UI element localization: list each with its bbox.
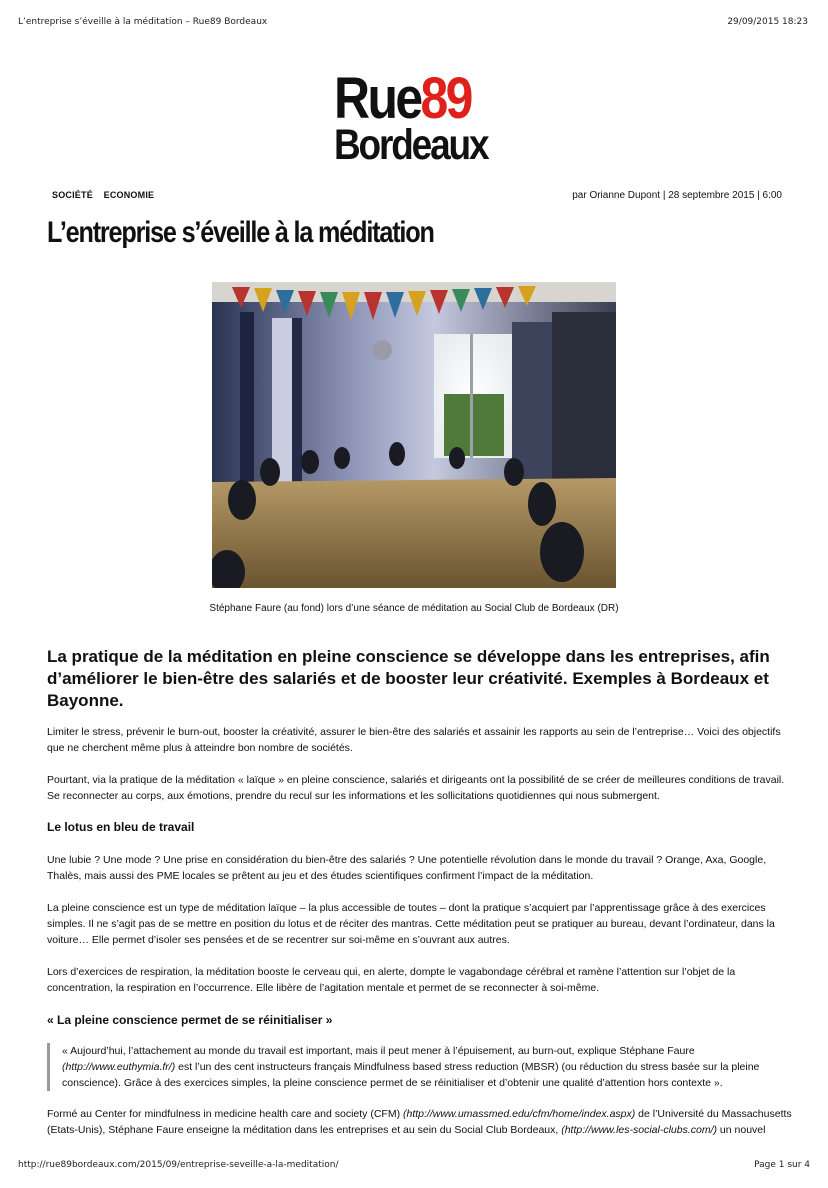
image-caption: Stéphane Faure (au fond) lors d’une séance de méditation au Social Club de Bordeaux (DR) (209, 603, 619, 614)
article-paragraph-4: La pleine conscience est un type de méditation laïque – la plus accessible de toutes – dont la pratique s’acquiert par l’apprentissage grâce à des exercices simples. Il ne s’agit pas de se mettre en position du lotus et de réciter des mantras. Cette méditation peut se pratiquer au bureau, devant l’ordinateur, dans la voiture… Elle permet d’isoler ses pensées et de se recentrer sur soi-même en s’ouvrant aux autres. (47, 902, 775, 946)
print-header-title: L’entreprise s’éveille à la méditation – Rue89 Bordeaux (18, 17, 268, 27)
article-photo (212, 282, 616, 588)
p6-text-b: de l’Université du Massachusetts (Etats-Unis), Stéphane Faure enseigne la méditation dans les entreprises et au sein du Social Club Bordeaux, (47, 1108, 792, 1136)
article-byline: par Orianne Dupont | 28 septembre 2015 | 6:00 (572, 190, 782, 201)
article-subheading-1: Le lotus en bleu de travail (47, 820, 195, 834)
print-footer-url: http://rue89bordeaux.com/2015/09/entreprise-seveille-a-la-meditation/ (18, 1160, 339, 1170)
quote-link-euthymia[interactable]: (http://www.euthymia.fr/) (62, 1061, 176, 1073)
quote-text-a: « Aujourd’hui, l’attachement au monde du travail est important, mais il peut mener à l’épuisement, au burn-out, explique Stéphane Faure (62, 1045, 695, 1057)
article-paragraph-6 (47, 1106, 792, 1138)
article-lead: La pratique de la méditation en pleine conscience se développe dans les entreprises, afin d’améliorer le bien-être des salariés et de booster leur créativité. Exemples à Bordeaux et Bayonne. (47, 647, 770, 710)
p6-text-a: Formé au Center for mindfulness in medicine health care and society (CFM) (47, 1108, 403, 1120)
category-link-societe[interactable]: SOCIÉTÉ (52, 190, 93, 200)
p6-text-c: un nouvel (717, 1124, 766, 1136)
article-paragraph-5: Lors d’exercices de respiration, la méditation booste le cerveau qui, en alerte, dompte le vagabondage cérébral et ramène l’attention sur l’objet de la concentration, la respiration en l’occurrence. Elle libère de l’agitation mentale et permet de se reconnecter à soi-même. (47, 966, 736, 994)
article-paragraph-3: Une lubie ? Une mode ? Une prise en considération du bien-être des salariés ? Une potentielle révolution dans le monde du travail ? Orange, Axa, Google, Thalès, mais aussi des PME locales se prêtent au jeu et des études scientifiques confirment l’impact de la méditation. (47, 854, 767, 882)
category-link-economie[interactable]: ECONOMIE (103, 190, 155, 200)
article-paragraph-1: Limiter le stress, prévenir le burn-out, booster la créativité, assurer le bien-être des salariés et assainir les rapports au sein de l’entreprise… Voici des objectifs que ne cherchent même plus à atteindre bon nombre de sociétés. (47, 726, 781, 754)
p6-link-umassmed[interactable]: (http://www.umassmed.edu/cfm/home/index.aspx) (402, 1108, 636, 1120)
logo-text-bordeaux: Bordeaux (334, 121, 488, 169)
article-subheading-2: « La pleine conscience permet de se réinitialiser » (47, 1013, 333, 1027)
print-header-datetime: 29/09/2015 18:23 (727, 17, 808, 27)
category-list (52, 190, 162, 200)
quote-text-b: est l’un des cent instructeurs français Mindfulness based stress reduction (MBSR) (ou réduction du stress basée sur la pleine conscience). Grâce à des exercices simples, la pleine conscience permet de se réinitialiser et d’obtenir une qualité d’attention hors contexte ». (62, 1061, 760, 1089)
p6-link-social-clubs[interactable]: (http://www.les-social-clubs.com/) (561, 1124, 718, 1136)
article-blockquote (47, 1043, 787, 1091)
article-paragraph-2: Pourtant, via la pratique de la méditation « laïque » en pleine conscience, salariés et dirigeants ont la possibilité de se créer de meilleures conditions de travail. Se reconnecter au corps, aux émotions, prendre du recul sur les informations et les sollicitations quotidiennes qui nous submergent. (47, 774, 785, 802)
logo-text-rue: Rue (334, 66, 421, 131)
site-logo[interactable] (334, 66, 504, 169)
print-footer-page-number: Page 1 sur 4 (754, 1160, 810, 1170)
article-title: L’entreprise s’éveille à la méditation (47, 216, 434, 249)
logo-text-89: 89 (420, 66, 471, 131)
